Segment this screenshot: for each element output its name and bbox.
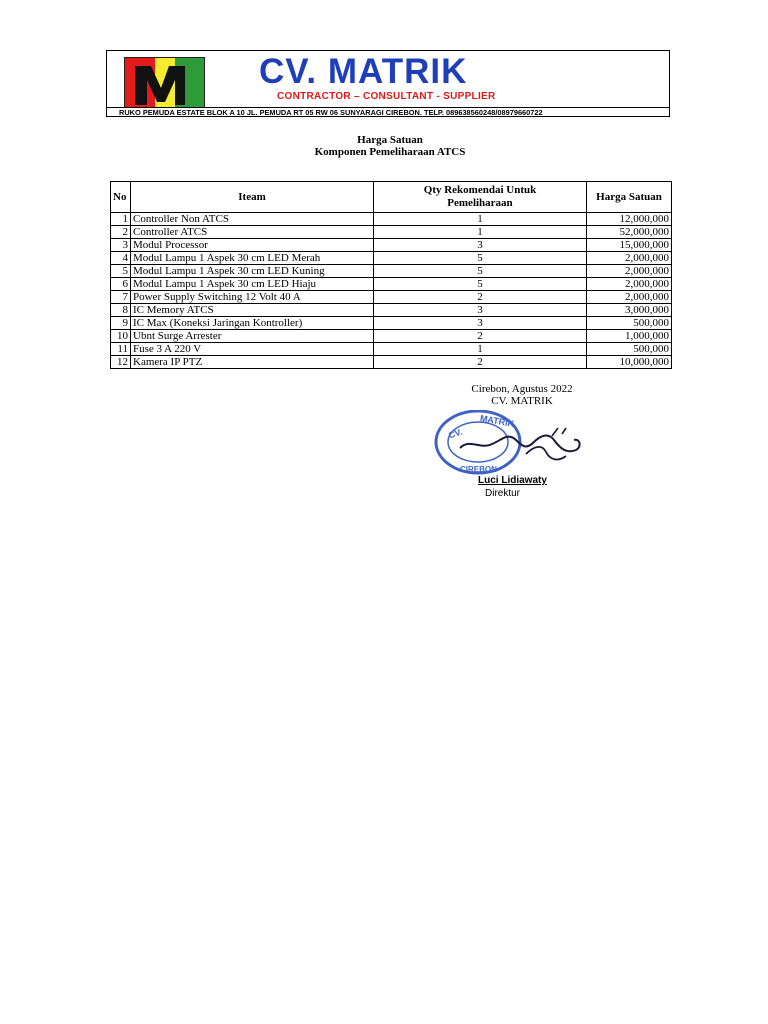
cell-price: 3,000,000 bbox=[587, 304, 672, 317]
cell-price: 15,000,000 bbox=[587, 239, 672, 252]
cell-price: 500,000 bbox=[587, 317, 672, 330]
table-row bbox=[111, 278, 672, 291]
header-item: Iteam bbox=[131, 182, 374, 213]
cell-qty: 1 bbox=[374, 213, 587, 226]
cell-price: 52,000,000 bbox=[587, 226, 672, 239]
header-qty-line2: Pemeliharaan bbox=[447, 197, 513, 209]
cell-qty: 3 bbox=[374, 239, 587, 252]
header-price: Harga Satuan bbox=[587, 182, 672, 213]
cell-price: 2,000,000 bbox=[587, 278, 672, 291]
cell-item: Fuse 3 A 220 V bbox=[131, 343, 374, 356]
cell-no: 2 bbox=[111, 226, 131, 239]
cell-price: 2,000,000 bbox=[587, 265, 672, 278]
cell-no: 3 bbox=[111, 239, 131, 252]
cell-no: 12 bbox=[111, 356, 131, 369]
table-row bbox=[111, 213, 672, 226]
table-row bbox=[111, 291, 672, 304]
cell-no: 10 bbox=[111, 330, 131, 343]
cell-item: Controller ATCS bbox=[131, 226, 374, 239]
company-name: CV. MATRIK bbox=[259, 52, 468, 91]
table-row bbox=[111, 330, 672, 343]
cell-price: 2,000,000 bbox=[587, 252, 672, 265]
place-date: Cirebon, Agustus 2022 bbox=[471, 383, 573, 395]
cell-qty: 1 bbox=[374, 226, 587, 239]
table-row bbox=[111, 304, 672, 317]
cell-no: 11 bbox=[111, 343, 131, 356]
header-qty bbox=[374, 182, 587, 213]
price-table bbox=[110, 181, 672, 369]
document-title: Harga Satuan bbox=[357, 134, 423, 146]
cell-price: 2,000,000 bbox=[587, 291, 672, 304]
document-subtitle: Komponen Pemeliharaan ATCS bbox=[314, 146, 466, 158]
cell-no: 4 bbox=[111, 252, 131, 265]
company-address: RUKO PEMUDA ESTATE BLOK A 10 JL. PEMUDA RT 05 RW 06 SUNYARAGI CIREBON. TELP. 089638560248/08979660722 bbox=[107, 107, 669, 118]
table-row bbox=[111, 343, 672, 356]
cell-qty: 2 bbox=[374, 330, 587, 343]
cell-qty: 3 bbox=[374, 304, 587, 317]
table-row bbox=[111, 317, 672, 330]
cell-qty: 5 bbox=[374, 265, 587, 278]
cell-no: 6 bbox=[111, 278, 131, 291]
cell-qty: 5 bbox=[374, 278, 587, 291]
svg-text:CIREBON: CIREBON bbox=[460, 465, 497, 474]
cell-item: IC Max (Koneksi Jaringan Kontroller) bbox=[131, 317, 374, 330]
cell-price: 12,000,000 bbox=[587, 213, 672, 226]
cell-no: 1 bbox=[111, 213, 131, 226]
signature-company: CV. MATRIK bbox=[491, 395, 553, 407]
cell-price: 1,000,000 bbox=[587, 330, 672, 343]
cell-item: Modul Lampu 1 Aspek 30 cm LED Kuning bbox=[131, 265, 374, 278]
cell-item: Power Supply Switching 12 Volt 40 A bbox=[131, 291, 374, 304]
cell-qty: 2 bbox=[374, 356, 587, 369]
table-row bbox=[111, 252, 672, 265]
cell-item: Modul Processor bbox=[131, 239, 374, 252]
cell-item: IC Memory ATCS bbox=[131, 304, 374, 317]
cell-qty: 1 bbox=[374, 343, 587, 356]
signer-title: Direktur bbox=[485, 488, 521, 499]
cell-no: 5 bbox=[111, 265, 131, 278]
cell-qty: 2 bbox=[374, 291, 587, 304]
header-qty-line1: Qty Rekomendai Untuk bbox=[423, 184, 537, 196]
cell-no: 8 bbox=[111, 304, 131, 317]
cell-item: Modul Lampu 1 Aspek 30 cm LED Hiaju bbox=[131, 278, 374, 291]
header-no: No bbox=[111, 182, 131, 213]
signer-name: Luci Lidiawaty bbox=[478, 475, 547, 486]
svg-text:MATRIK: MATRIK bbox=[479, 413, 515, 429]
cell-item: Kamera IP PTZ bbox=[131, 356, 374, 369]
company-tagline: CONTRACTOR – CONSULTANT - SUPPLIER bbox=[277, 91, 496, 102]
table-row bbox=[111, 226, 672, 239]
cell-qty: 5 bbox=[374, 252, 587, 265]
table-row bbox=[111, 265, 672, 278]
cell-item: Ubnt Surge Arrester bbox=[131, 330, 374, 343]
cell-no: 7 bbox=[111, 291, 131, 304]
cell-item: Controller Non ATCS bbox=[131, 213, 374, 226]
cell-item: Modul Lampu 1 Aspek 30 cm LED Merah bbox=[131, 252, 374, 265]
svg-text:CV.: CV. bbox=[447, 426, 464, 441]
cell-price: 10,000,000 bbox=[587, 356, 672, 369]
table-header-row bbox=[111, 182, 672, 213]
table-row bbox=[111, 239, 672, 252]
table-row bbox=[111, 356, 672, 369]
cell-qty: 3 bbox=[374, 317, 587, 330]
letterhead bbox=[106, 50, 670, 117]
cell-no: 9 bbox=[111, 317, 131, 330]
cell-price: 500,000 bbox=[587, 343, 672, 356]
company-logo bbox=[124, 57, 205, 108]
